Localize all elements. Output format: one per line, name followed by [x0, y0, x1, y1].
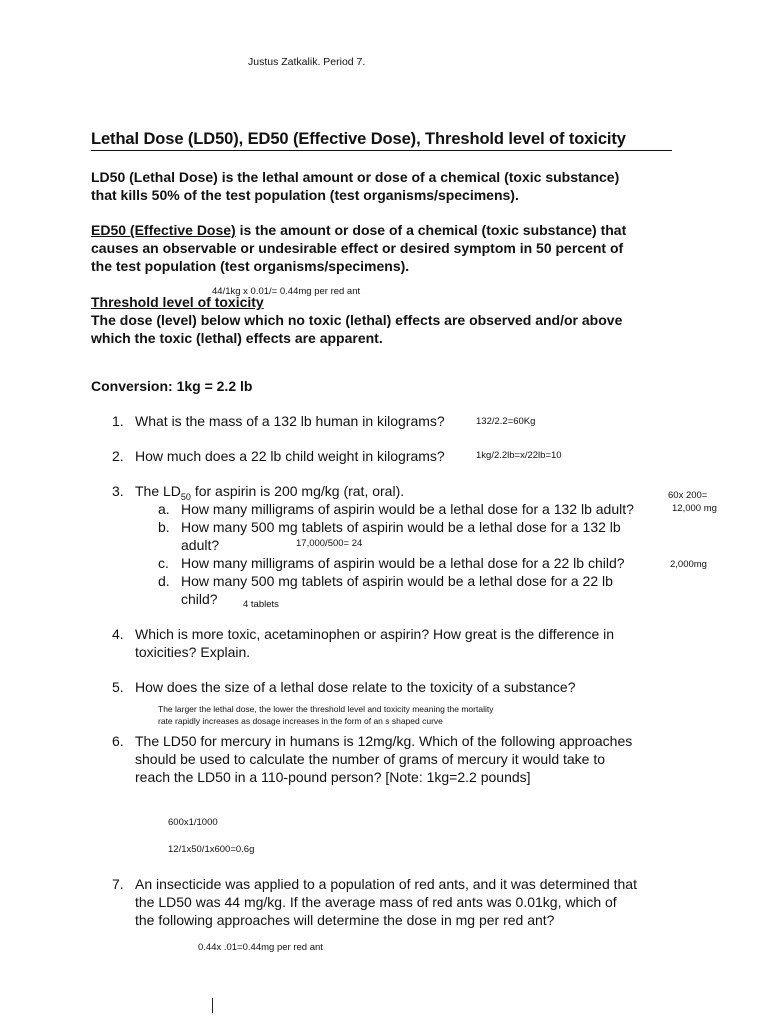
answer-q5-line-1: The larger the lethal dose, the lower the threshold level and toxicity meaning the mortality	[158, 704, 494, 714]
question-7-number: 7.	[112, 876, 124, 892]
question-1-text: What is the mass of a 132 lb human in kilograms?	[135, 413, 445, 429]
answer-q3a-line-1: 60x 200=	[668, 490, 708, 501]
question-6-line-3: reach the LD50 in a 110-pound person? [Note: 1kg=2.2 pounds]	[135, 769, 531, 785]
question-3-text-pre: The LD	[135, 483, 181, 499]
threshold-definition-line-1: The dose (level) below which no toxic (lethal) effects are observed and/or above	[91, 312, 623, 328]
question-3b-label: b.	[158, 519, 170, 535]
question-4-line-1: Which is more toxic, acetaminophen or aspirin? How great is the difference in	[135, 626, 615, 642]
question-6-line-1: The LD50 for mercury in humans is 12mg/kg. Which of the following approaches	[135, 733, 633, 749]
answer-q5-line-2: rate rapidly increases as dosage increases in the form of an s shaped curve	[158, 716, 443, 726]
question-2-text: How much does a 22 lb child weight in kilograms?	[135, 448, 445, 464]
answer-q3b: 17,000/500= 24	[296, 538, 363, 549]
question-5-number: 5.	[112, 679, 124, 695]
threshold-definition-line-2: which the toxic (lethal) effects are apparent.	[91, 330, 383, 346]
ed50-term: ED50 (Effective Dose)	[91, 222, 236, 238]
answer-q7: 0.44x .01=0.44mg per red ant	[198, 942, 323, 953]
answer-note-top: 44/1kg x 0.01/= 0.44mg per red ant	[212, 286, 361, 297]
question-3c-label: c.	[158, 555, 169, 571]
answer-q3a-line-2: 12,000 mg	[672, 503, 717, 514]
page-title: Lethal Dose (LD50), ED50 (Effective Dose), Threshold level of toxicity	[91, 130, 626, 148]
question-3b-line-2: adult?	[181, 537, 220, 553]
question-5-text: How does the size of a lethal dose relate to the toxicity of a substance?	[135, 679, 576, 695]
question-6-number: 6.	[112, 733, 124, 749]
author-line: Justus Zatkalik. Period 7.	[248, 56, 366, 68]
text-cursor[interactable]	[212, 998, 213, 1013]
question-3b-line-1: How many 500 mg tablets of aspirin would be a lethal dose for a 132 lb	[181, 519, 621, 535]
question-3-number: 3.	[112, 483, 124, 499]
answer-q6-line-2: 12/1x50/1x600=0.6g	[168, 844, 255, 855]
ld50-definition-line-2: that kills 50% of the test population (test organisms/specimens).	[91, 187, 519, 203]
question-4-line-2: toxicities? Explain.	[135, 644, 251, 660]
question-7-line-1: An insecticide was applied to a population of red ants, and it was determined that	[135, 876, 637, 892]
title-underline	[91, 150, 672, 151]
answer-q1: 132/2.2=60Kg	[476, 416, 536, 427]
question-7-line-2: the LD50 was 44 mg/kg. If the average mass of red ants was 0.01kg, which of	[135, 894, 617, 910]
question-4-number: 4.	[112, 626, 124, 642]
question-3a-label: a.	[158, 501, 170, 517]
question-3d-label: d.	[158, 573, 170, 589]
question-7-line-3: the following approaches will determine the dose in mg per red ant?	[135, 912, 555, 928]
answer-q3d: 4 tablets	[243, 599, 279, 610]
threshold-heading: Threshold level of toxicity	[91, 294, 264, 310]
conversion-line: Conversion: 1kg = 2.2 lb	[91, 378, 253, 394]
answer-q2: 1kg/2.2lb=x/22lb=10	[476, 450, 562, 461]
question-3-subscript: 50	[180, 491, 191, 502]
ed50-definition-line-3: the test population (test organisms/specimens).	[91, 258, 410, 274]
ed50-definition-line-1	[91, 221, 626, 239]
answer-q6-line-1: 600x1/1000	[168, 817, 218, 828]
ld50-definition-line-1: LD50 (Lethal Dose) is the lethal amount or dose of a chemical (toxic substance)	[91, 169, 620, 185]
question-3d-line-1: How many 500 mg tablets of aspirin would be a lethal dose for a 22 lb	[181, 573, 613, 589]
question-1-number: 1.	[112, 413, 124, 429]
question-3a-text: How many milligrams of aspirin would be a lethal dose for a 132 lb adult?	[181, 501, 634, 517]
question-3c-text: How many milligrams of aspirin would be a lethal dose for a 22 lb child?	[181, 555, 625, 571]
ed50-definition-line-2: causes an observable or undesirable effect or desired symptom in 50 percent of	[91, 240, 624, 256]
question-6-line-2: should be used to calculate the number of grams of mercury it would take to	[135, 751, 606, 767]
question-3-text-post: for aspirin is 200 mg/kg (rat, oral).	[190, 483, 405, 499]
question-3d-line-2: child?	[181, 591, 218, 607]
ed50-definition-text: is the amount or dose of a chemical (toxic substance) that	[235, 222, 627, 238]
answer-q3c: 2,000mg	[670, 559, 707, 570]
question-2-number: 2.	[112, 448, 124, 464]
